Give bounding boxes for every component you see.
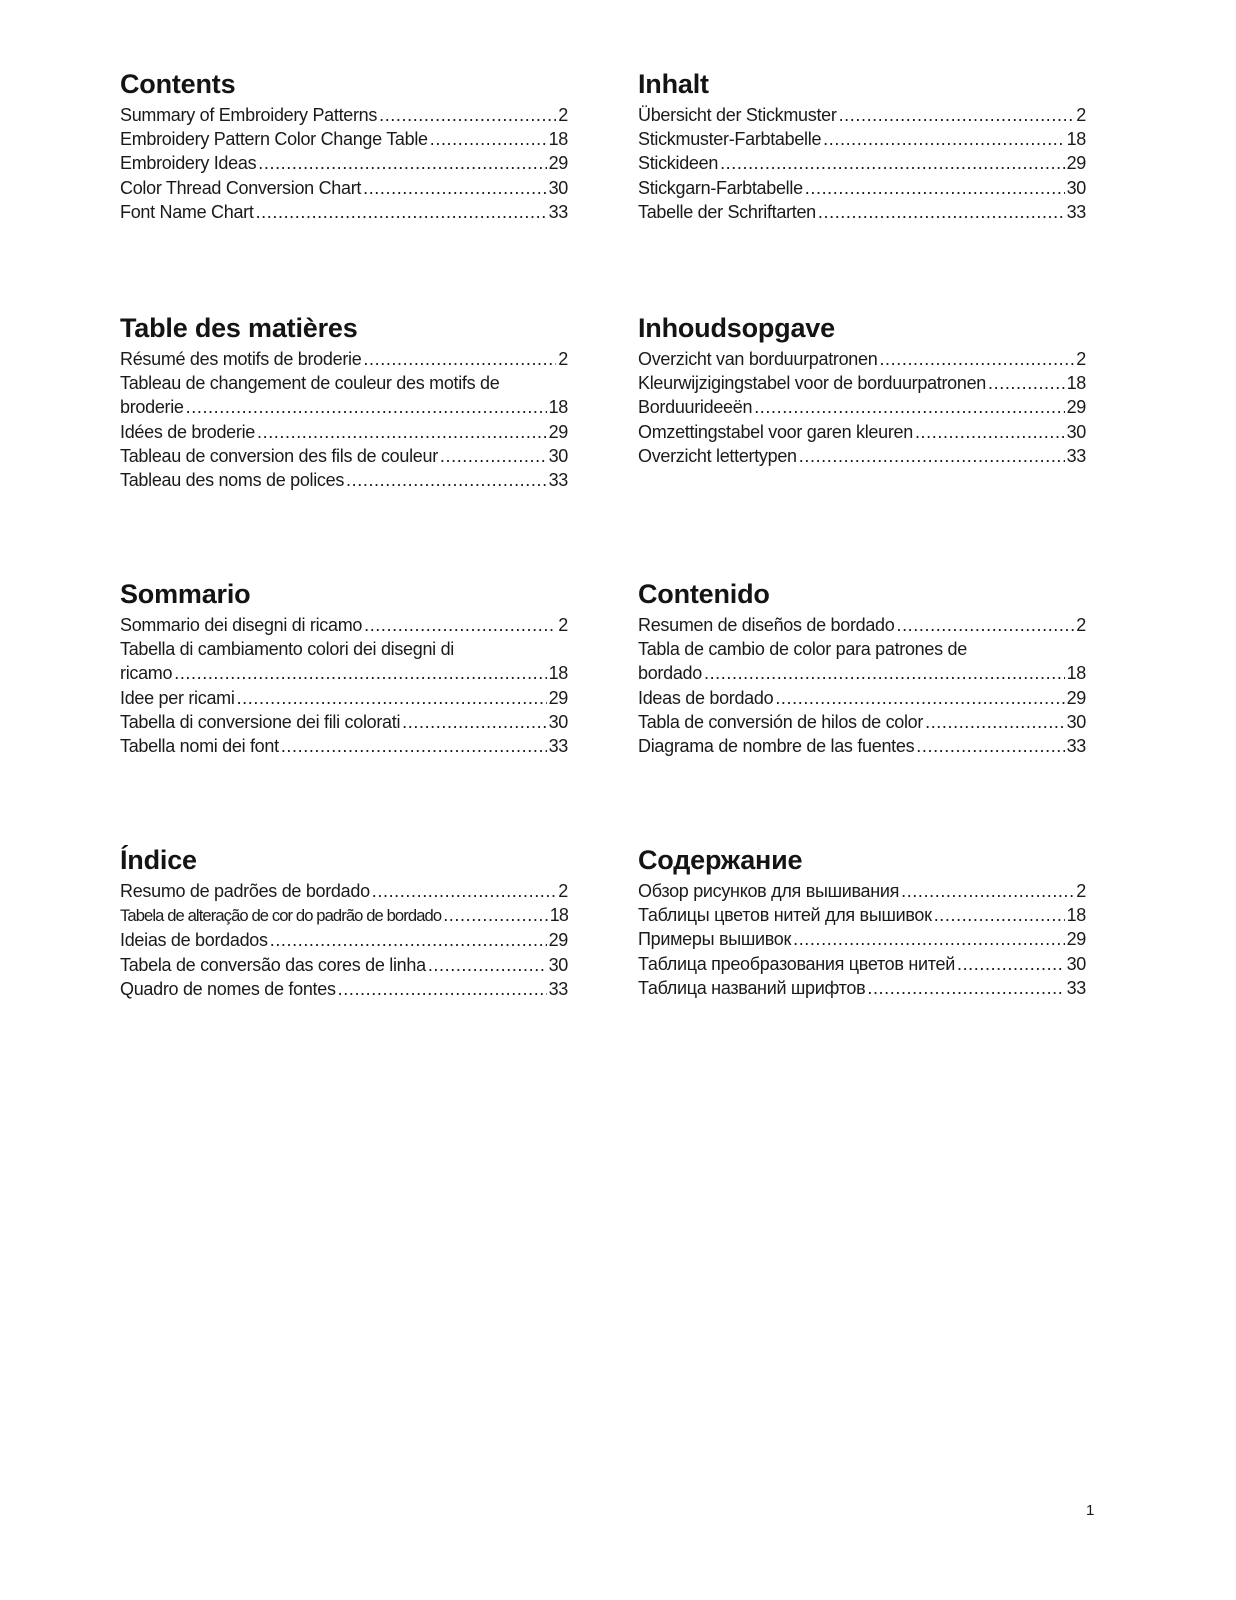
toc-entry[interactable] — [638, 661, 1086, 685]
entry-page: 18 — [548, 129, 568, 150]
entry-page: 2 — [558, 881, 568, 901]
entry-title: Résumé des motifs de broderie — [120, 349, 362, 369]
entry-title: broderie — [120, 397, 184, 418]
entry-title: Таблица названий шрифтов — [638, 977, 866, 998]
dot-leader — [443, 903, 548, 927]
entry-page: 2 — [1076, 881, 1086, 901]
entry-title: Stickgarn-Farbtabelle — [638, 177, 803, 198]
toc-entry[interactable] — [120, 903, 568, 928]
toc-entry[interactable] — [638, 103, 1086, 127]
toc-section-german — [638, 68, 1086, 224]
entry-title: Embroidery Ideas — [120, 153, 257, 174]
dot-leader — [174, 661, 546, 685]
entry-title-line1: Tabla de cambio de color para patrones de — [638, 639, 967, 660]
dot-leader — [257, 420, 547, 444]
dot-leader — [775, 686, 1064, 710]
dot-leader — [428, 953, 547, 977]
toc-entry[interactable] — [120, 710, 568, 734]
entry-title: Idées de broderie — [120, 421, 255, 442]
dot-leader — [818, 200, 1065, 224]
toc-entry[interactable] — [638, 734, 1086, 758]
entry-title: Stickmuster-Farbtabelle — [638, 129, 822, 150]
entry-title: Tableau de conversion des fils de couleur — [120, 445, 438, 466]
entry-page: 18 — [1066, 905, 1086, 926]
entry-page: 30 — [548, 711, 568, 732]
entry-title: Tabella di conversione dei fili colorati — [120, 711, 401, 732]
toc-entry[interactable] — [638, 952, 1086, 976]
entry-page: 29 — [548, 687, 568, 708]
entry-title: Tabela de alteração de cor do padrão de bordado — [120, 906, 442, 926]
toc-entry[interactable] — [638, 395, 1086, 419]
entry-page: 2 — [1076, 105, 1086, 125]
entry-page: 2 — [558, 349, 568, 369]
dot-leader — [402, 710, 546, 734]
entry-title-line1: Tableau de changement de couleur des motifs de — [120, 373, 500, 394]
page-number: 1 — [1086, 1502, 1095, 1519]
section-heading: Contents — [120, 69, 236, 99]
toc-entry[interactable] — [120, 468, 568, 492]
toc-entry[interactable] — [120, 661, 568, 685]
entry-title: Diagrama de nombre de las fuentes — [638, 736, 915, 757]
toc-entry[interactable] — [638, 176, 1086, 200]
toc-entry[interactable] — [638, 927, 1086, 951]
section-heading: Inhalt — [638, 69, 709, 99]
entry-title: Idee per ricami — [120, 687, 235, 708]
entry-page: 29 — [548, 153, 568, 174]
entry-title: Quadro de nomes de fontes — [120, 978, 336, 999]
dot-leader — [440, 444, 547, 468]
entry-title: Ideas de bordado — [638, 687, 774, 708]
toc-section-english — [120, 68, 568, 224]
entry-title: ricamo — [120, 663, 173, 684]
dot-leader — [379, 103, 556, 127]
dot-leader — [363, 176, 546, 200]
dot-leader — [901, 879, 1074, 903]
entry-page: 2 — [1076, 349, 1086, 369]
dot-leader — [805, 176, 1065, 200]
entry-title: Tabelle der Schriftarten — [638, 201, 816, 222]
entry-title: Таблица преобразования цветов нитей — [638, 953, 955, 974]
dot-leader — [338, 977, 547, 1001]
dot-leader — [867, 976, 1064, 1000]
dot-leader — [270, 928, 547, 952]
entry-title: Примеры вышивок — [638, 929, 792, 950]
dot-leader — [915, 420, 1065, 444]
entry-page: 18 — [1066, 663, 1086, 684]
dot-leader — [896, 613, 1074, 637]
entry-title: Embroidery Pattern Color Change Table — [120, 129, 428, 150]
dot-leader — [364, 613, 556, 637]
entry-title: Tableau des noms de polices — [120, 470, 345, 491]
toc-entry[interactable] — [120, 977, 568, 1001]
dot-leader — [363, 347, 556, 371]
toc-section-spanish — [638, 578, 1086, 758]
toc-entry[interactable] — [120, 103, 568, 127]
dot-leader — [281, 734, 547, 758]
toc-entry[interactable] — [120, 200, 568, 224]
dot-leader — [256, 200, 547, 224]
toc-entry[interactable] — [638, 420, 1086, 444]
entry-title: Overzicht lettertypen — [638, 445, 797, 466]
toc-entry[interactable] — [638, 686, 1086, 710]
toc-entry-line[interactable] — [120, 637, 568, 661]
dot-leader — [186, 395, 547, 419]
toc-entry[interactable] — [120, 347, 568, 371]
toc-entry-line[interactable] — [120, 371, 568, 395]
toc-section-french — [120, 312, 568, 492]
entry-page: 29 — [1066, 687, 1086, 708]
entry-page: 30 — [548, 954, 568, 975]
dot-leader — [704, 661, 1065, 685]
entry-title: Color Thread Conversion Chart — [120, 177, 362, 198]
entry-title: Resumen de diseños de bordado — [638, 615, 895, 635]
toc-entry[interactable] — [638, 710, 1086, 734]
entry-page: 29 — [548, 930, 568, 951]
dot-leader — [879, 347, 1074, 371]
toc-entry[interactable] — [638, 371, 1086, 395]
toc-entry[interactable] — [638, 879, 1086, 903]
entry-page: 29 — [1066, 153, 1086, 174]
dot-leader — [237, 686, 547, 710]
toc-entry-line[interactable] — [638, 637, 1086, 661]
entry-page: 29 — [1066, 929, 1086, 950]
entry-page: 29 — [548, 421, 568, 442]
toc-entry[interactable] — [120, 151, 568, 175]
dot-leader — [799, 444, 1065, 468]
entry-page: 18 — [549, 905, 568, 926]
toc-section-dutch — [638, 312, 1086, 468]
dot-leader — [720, 151, 1065, 175]
entry-title: bordado — [638, 663, 702, 684]
entry-title: Tabella nomi dei font — [120, 736, 279, 757]
entry-page: 33 — [548, 736, 568, 757]
dot-leader — [754, 395, 1064, 419]
toc-entry[interactable] — [120, 613, 568, 637]
entry-title: Обзор рисунков для вышивания — [638, 881, 900, 901]
toc-entry[interactable] — [638, 200, 1086, 224]
entry-title: Sommario dei disegni di ricamo — [120, 615, 363, 635]
entry-page: 33 — [1066, 201, 1086, 222]
dot-leader — [793, 927, 1064, 951]
entry-page: 30 — [1066, 711, 1086, 732]
entry-title: Ideias de bordados — [120, 930, 268, 951]
dot-leader — [934, 903, 1065, 927]
dot-leader — [372, 879, 557, 903]
toc-entry[interactable] — [120, 420, 568, 444]
entry-page: 18 — [1066, 373, 1086, 394]
entry-page: 30 — [1066, 953, 1086, 974]
entry-page: 30 — [548, 177, 568, 198]
section-heading: Sommario — [120, 579, 251, 609]
toc-entry[interactable] — [120, 176, 568, 200]
entry-page: 2 — [558, 615, 568, 635]
section-heading: Inhoudsopgave — [638, 313, 835, 343]
dot-leader — [925, 710, 1064, 734]
toc-entry[interactable] — [638, 151, 1086, 175]
dot-leader — [823, 127, 1064, 151]
entry-page: 33 — [548, 978, 568, 999]
toc-entry[interactable] — [120, 395, 568, 419]
section-heading: Contenido — [638, 579, 770, 609]
toc-entry[interactable] — [120, 734, 568, 758]
toc-entry[interactable] — [638, 444, 1086, 468]
dot-leader — [988, 371, 1065, 395]
entry-title: Overzicht van borduurpatronen — [638, 349, 878, 369]
entry-title: Resumo de padrões de bordado — [120, 881, 370, 901]
entry-page: 33 — [548, 470, 568, 491]
dot-leader — [430, 127, 547, 151]
entry-title: Tabla de conversión de hilos de color — [638, 711, 924, 732]
toc-entry[interactable] — [638, 347, 1086, 371]
entry-page: 33 — [1066, 445, 1086, 466]
entry-title: Borduurideeën — [638, 397, 753, 418]
entry-title-line1: Tabella di cambiamento colori dei disegni di — [120, 639, 454, 660]
toc-entry[interactable] — [638, 613, 1086, 637]
dot-leader — [916, 734, 1064, 758]
entry-page: 18 — [548, 397, 568, 418]
entry-page: 30 — [1066, 177, 1086, 198]
entry-page: 33 — [548, 201, 568, 222]
toc-entry[interactable] — [120, 444, 568, 468]
toc-entry[interactable] — [638, 976, 1086, 1000]
entry-page: 18 — [548, 663, 568, 684]
toc-entry[interactable] — [638, 127, 1086, 151]
entry-page: 30 — [548, 445, 568, 466]
entry-page: 33 — [1066, 736, 1086, 757]
entry-page: 30 — [1066, 421, 1086, 442]
toc-entry[interactable] — [120, 127, 568, 151]
entry-title: Summary of Embroidery Patterns — [120, 105, 378, 125]
entry-title: Omzettingstabel voor garen kleuren — [638, 421, 913, 442]
entry-page: 2 — [558, 105, 568, 125]
entry-title: Font Name Chart — [120, 201, 254, 222]
toc-entry[interactable] — [120, 953, 568, 977]
dot-leader — [839, 103, 1075, 127]
section-heading: Índice — [120, 845, 197, 875]
entry-page: 18 — [1066, 129, 1086, 150]
dot-leader — [957, 952, 1065, 976]
toc-entry[interactable] — [638, 903, 1086, 927]
toc-section-italian — [120, 578, 568, 758]
entry-title: Übersicht der Stickmuster — [638, 105, 837, 125]
entry-title: Stickideen — [638, 153, 719, 174]
dot-leader — [258, 151, 546, 175]
toc-section-portuguese — [120, 844, 568, 1001]
section-heading: Table des matières — [120, 313, 358, 343]
entry-title: Tabela de conversão das cores de linha — [120, 954, 426, 975]
toc-section-russian — [638, 844, 1086, 1000]
section-heading: Содержание — [638, 845, 803, 875]
entry-title: Kleurwijzigingstabel voor de borduurpatronen — [638, 373, 987, 394]
toc-entry[interactable] — [120, 686, 568, 710]
toc-entry[interactable] — [120, 928, 568, 952]
entry-title: Таблицы цветов нитей для вышивок — [638, 905, 932, 926]
entry-page: 33 — [1066, 977, 1086, 998]
entry-page: 29 — [1066, 397, 1086, 418]
dot-leader — [346, 468, 547, 492]
entry-page: 2 — [1076, 615, 1086, 635]
toc-entry[interactable] — [120, 879, 568, 903]
